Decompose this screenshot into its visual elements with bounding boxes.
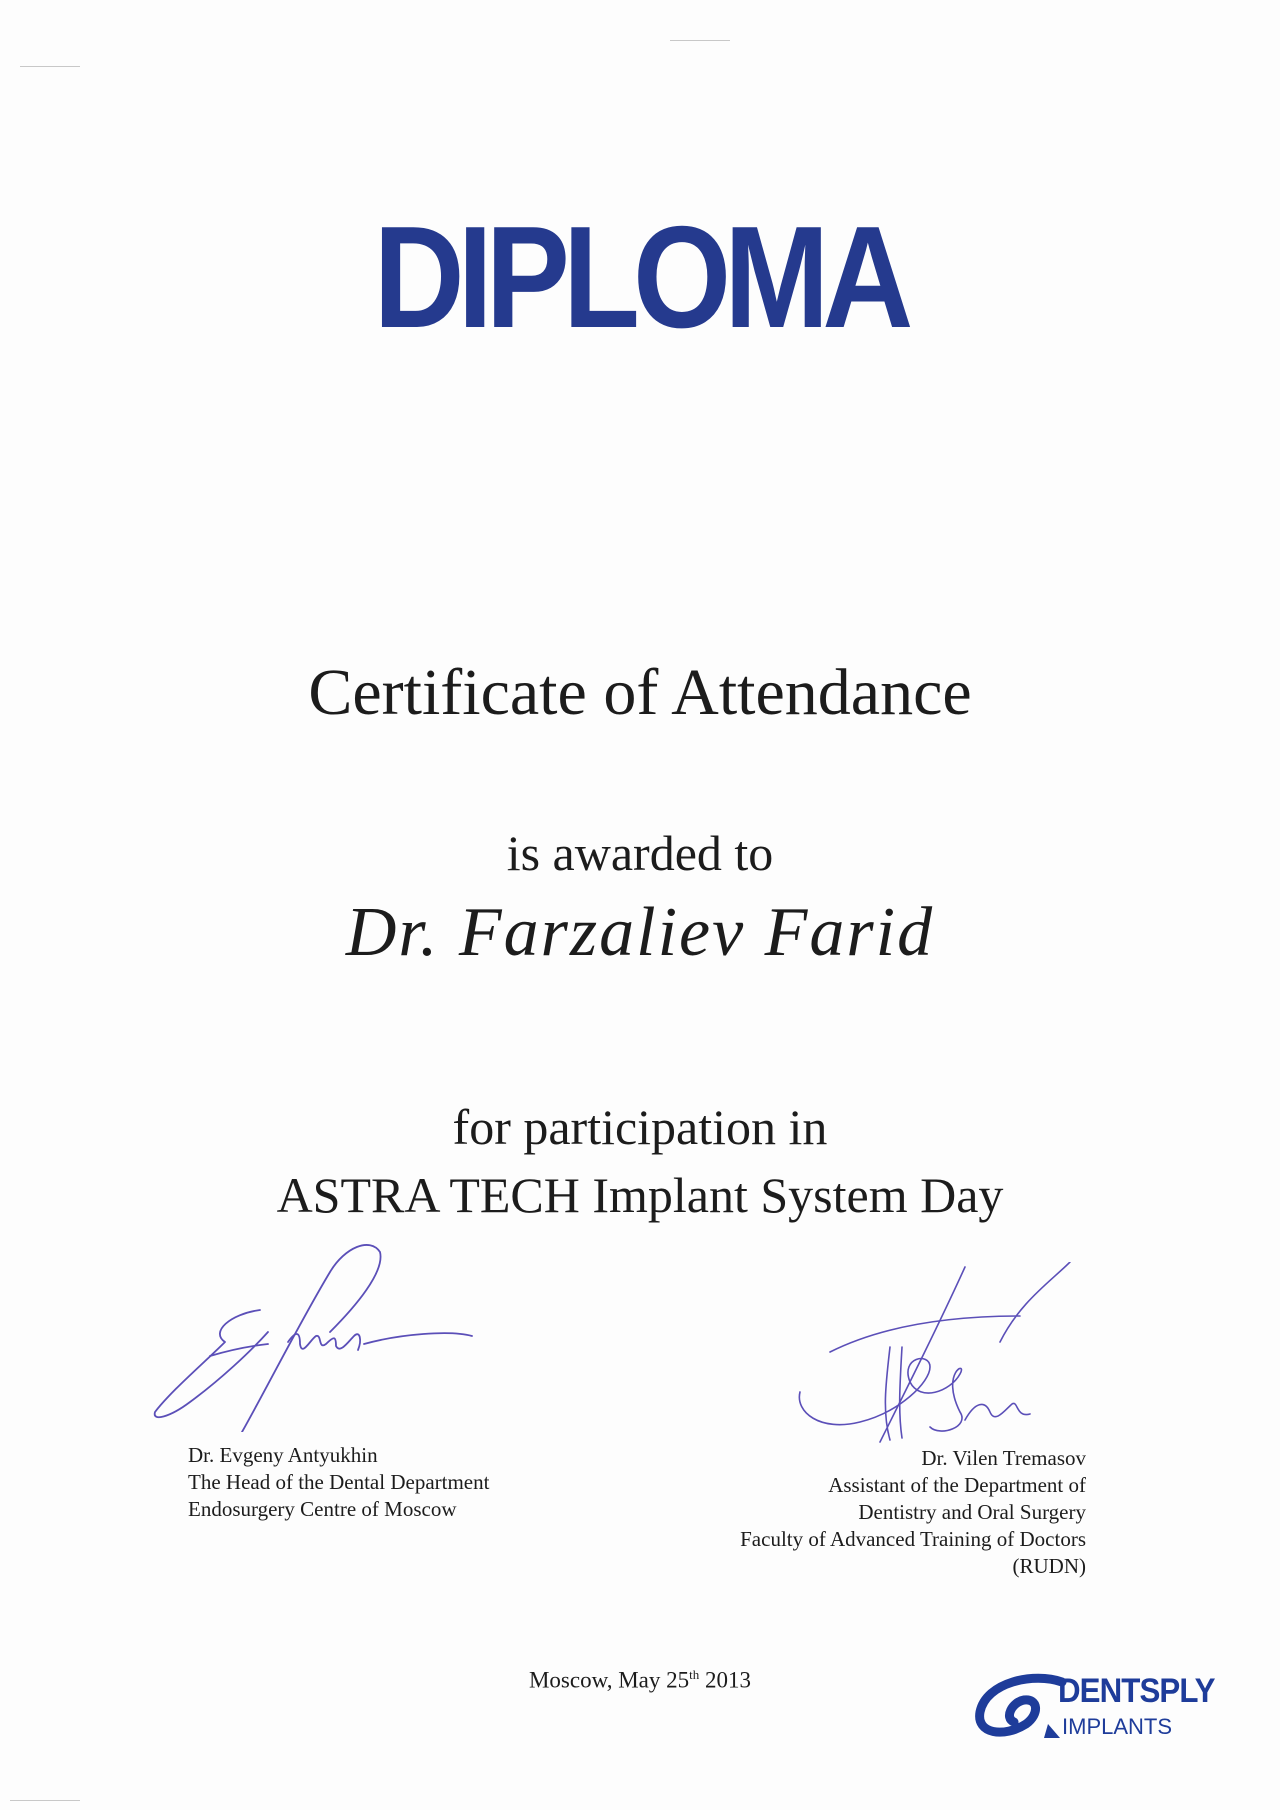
logo-subtitle: IMPLANTS: [1062, 1714, 1173, 1739]
right-signatory-name: Dr. Vilen Tremasov: [921, 1446, 1086, 1470]
date-ordinal: th: [689, 1667, 700, 1682]
certificate-type: Certificate of Attendance: [308, 656, 972, 729]
left-signatory-title: The Head of the Dental Department: [188, 1470, 490, 1494]
right-signatory-faculty: Faculty of Advanced Training of Doctors: [740, 1527, 1086, 1551]
right-signatory-title: Assistant of the Department of: [828, 1473, 1086, 1497]
dentsply-logo: [974, 1668, 1214, 1748]
date-prefix: Moscow, May 25: [528, 1667, 690, 1693]
right-signature: [790, 1262, 1080, 1462]
award-phrase: is awarded to: [506, 825, 774, 881]
recipient-name: Dr. Farzaliev Farid: [345, 894, 935, 971]
right-signatory: [740, 1445, 1086, 1580]
participation-phrase: for participation in: [452, 1099, 828, 1155]
scan-mark-bottom: [10, 1800, 80, 1801]
right-signatory-institution: (RUDN): [1012, 1554, 1086, 1578]
left-signatory-org: Endosurgery Centre of Moscow: [188, 1497, 457, 1521]
date-year: 2013: [699, 1667, 751, 1693]
diploma-title: DIPLOMA: [373, 196, 907, 358]
left-signatory: [188, 1442, 489, 1523]
left-signature: [150, 1232, 480, 1432]
logo-brand: DENTSPLY: [1058, 1672, 1215, 1710]
event-name: ASTRA TECH Implant System Day: [276, 1167, 1004, 1223]
scan-mark-left: [20, 66, 80, 67]
left-signatory-name: Dr. Evgeny Antyukhin: [188, 1443, 378, 1467]
right-signatory-department: Dentistry and Oral Surgery: [858, 1500, 1086, 1524]
scan-mark-top: [670, 40, 730, 41]
